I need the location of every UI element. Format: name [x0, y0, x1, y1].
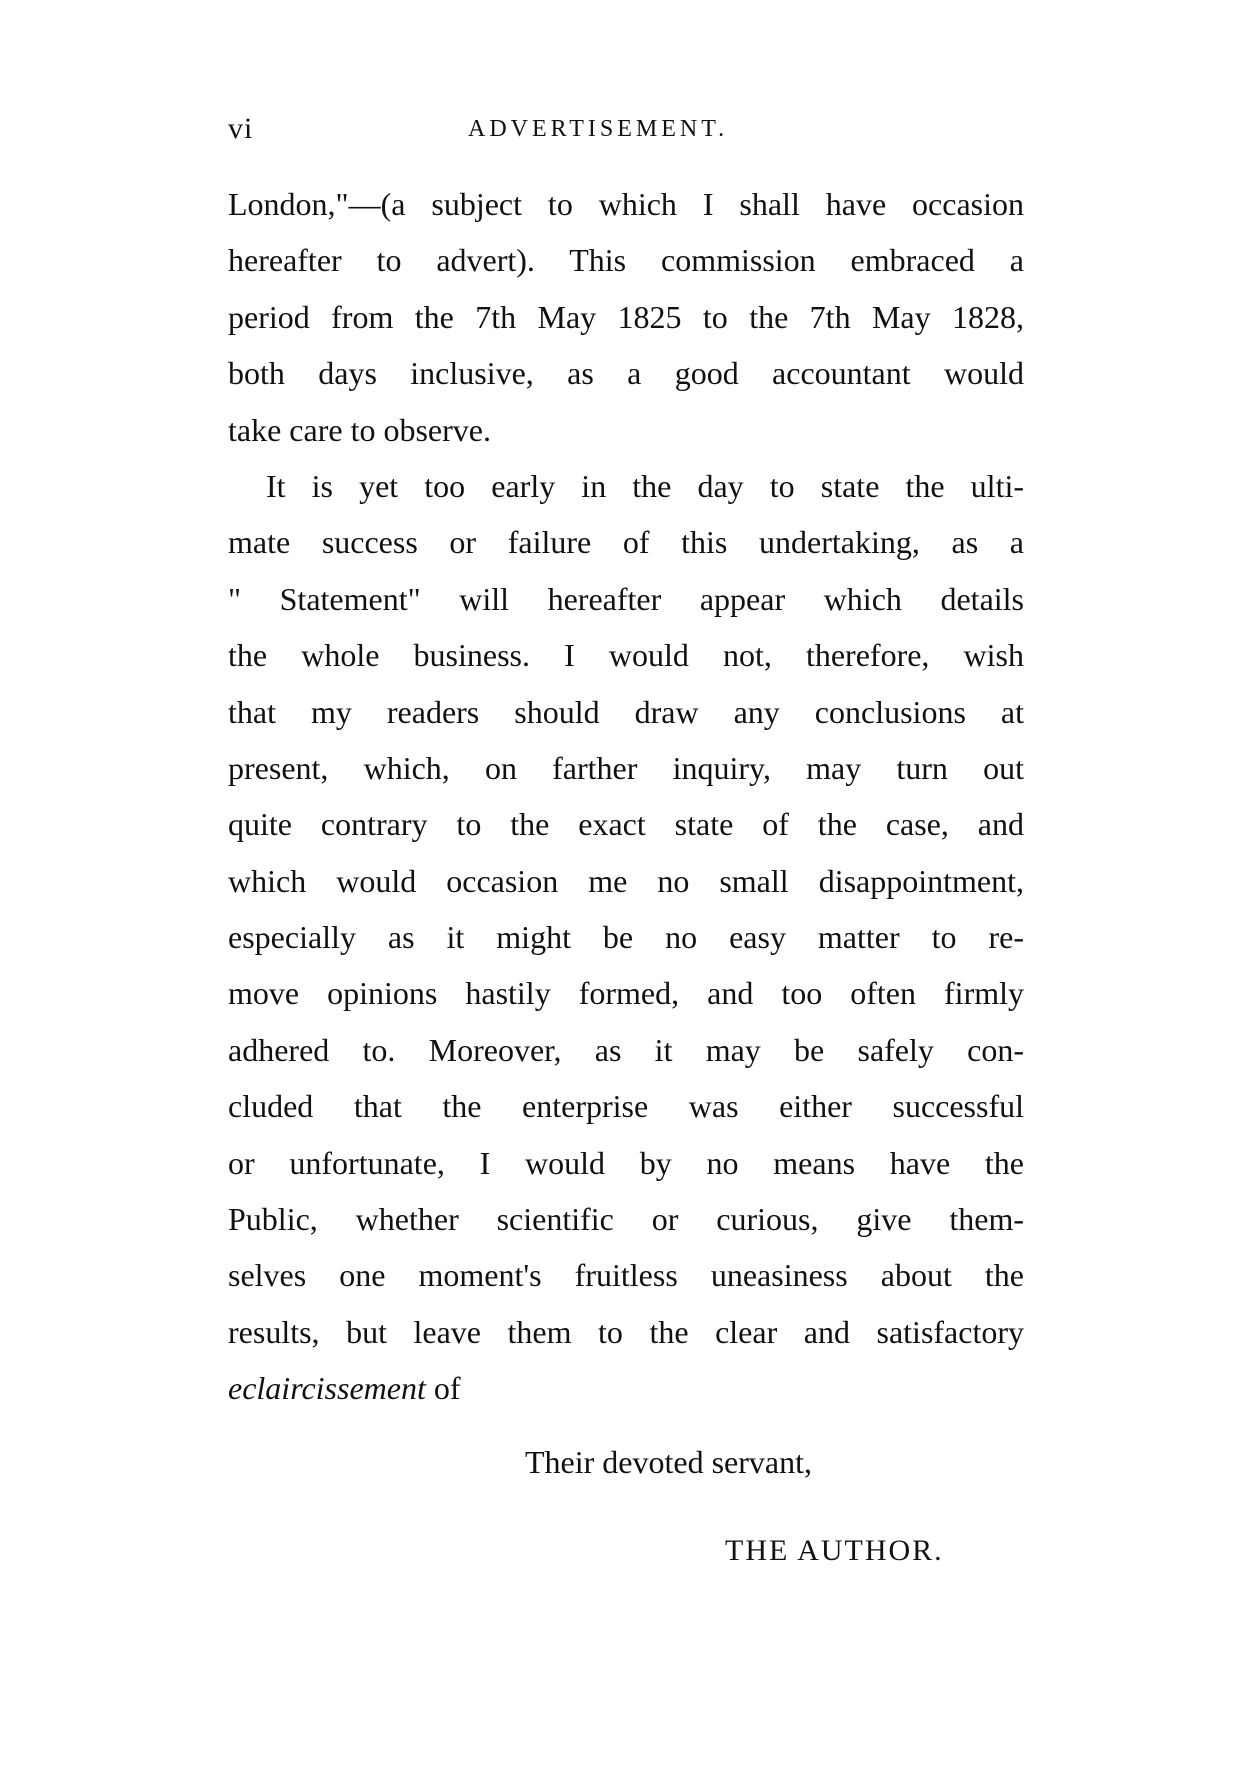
- page-number: vi: [228, 112, 254, 145]
- text-line: quite contrary to the exact state of the case, and: [228, 806, 1024, 843]
- text-line: Public, whether scientific or curious, give them-: [228, 1201, 1024, 1238]
- text-line: It is yet too early in the day to state the ulti-: [266, 467, 1024, 504]
- running-head: [228, 112, 1028, 152]
- text-line: move opinions hastily formed, and too often firmly: [228, 975, 1024, 1012]
- text-line: adhered to. Moreover, as it may be safely con-: [228, 1031, 1024, 1068]
- signature: THE AUTHOR.: [725, 1534, 944, 1567]
- text-line: or unfortunate, I would by no means have the: [228, 1144, 1024, 1181]
- text-line: take care to observe.: [228, 411, 491, 448]
- text-line: " Statement" will hereafter appear which details: [228, 580, 1024, 617]
- header-title: ADVERTISEMENT.: [468, 116, 729, 142]
- text-line: period from the 7th May 1825 to the 7th May 1828,: [228, 298, 1024, 335]
- text-line: cluded that the enterprise was either successful: [228, 1088, 1024, 1125]
- text-line: which would occasion me no small disappointment,: [228, 862, 1024, 899]
- body-text: [228, 176, 1024, 1417]
- text-fragment: of: [425, 1370, 461, 1407]
- text-line: results, but leave them to the clear and satisfactory: [228, 1313, 1024, 1350]
- text-line: that my readers should draw any conclusions at: [228, 693, 1024, 730]
- text-line: both days inclusive, as a good accountant would: [228, 355, 1024, 392]
- text-line: hereafter to advert). This commission embraced a: [228, 242, 1024, 279]
- closing-salutation: Their devoted servant,: [525, 1444, 812, 1480]
- text-line: selves one moment's fruitless uneasiness about the: [228, 1257, 1024, 1294]
- text-line: especially as it might be no easy matter to re-: [228, 919, 1024, 956]
- text-line-final: [228, 1360, 1024, 1416]
- text-line: mate success or failure of this undertaking, as a: [228, 524, 1024, 561]
- text-line: the whole business. I would not, therefore, wish: [228, 637, 1024, 674]
- italic-term: eclaircissement: [228, 1370, 426, 1407]
- text-line: present, which, on farther inquiry, may turn out: [228, 749, 1024, 786]
- text-line: London,"—(a subject to which I shall have occasion: [228, 186, 1024, 222]
